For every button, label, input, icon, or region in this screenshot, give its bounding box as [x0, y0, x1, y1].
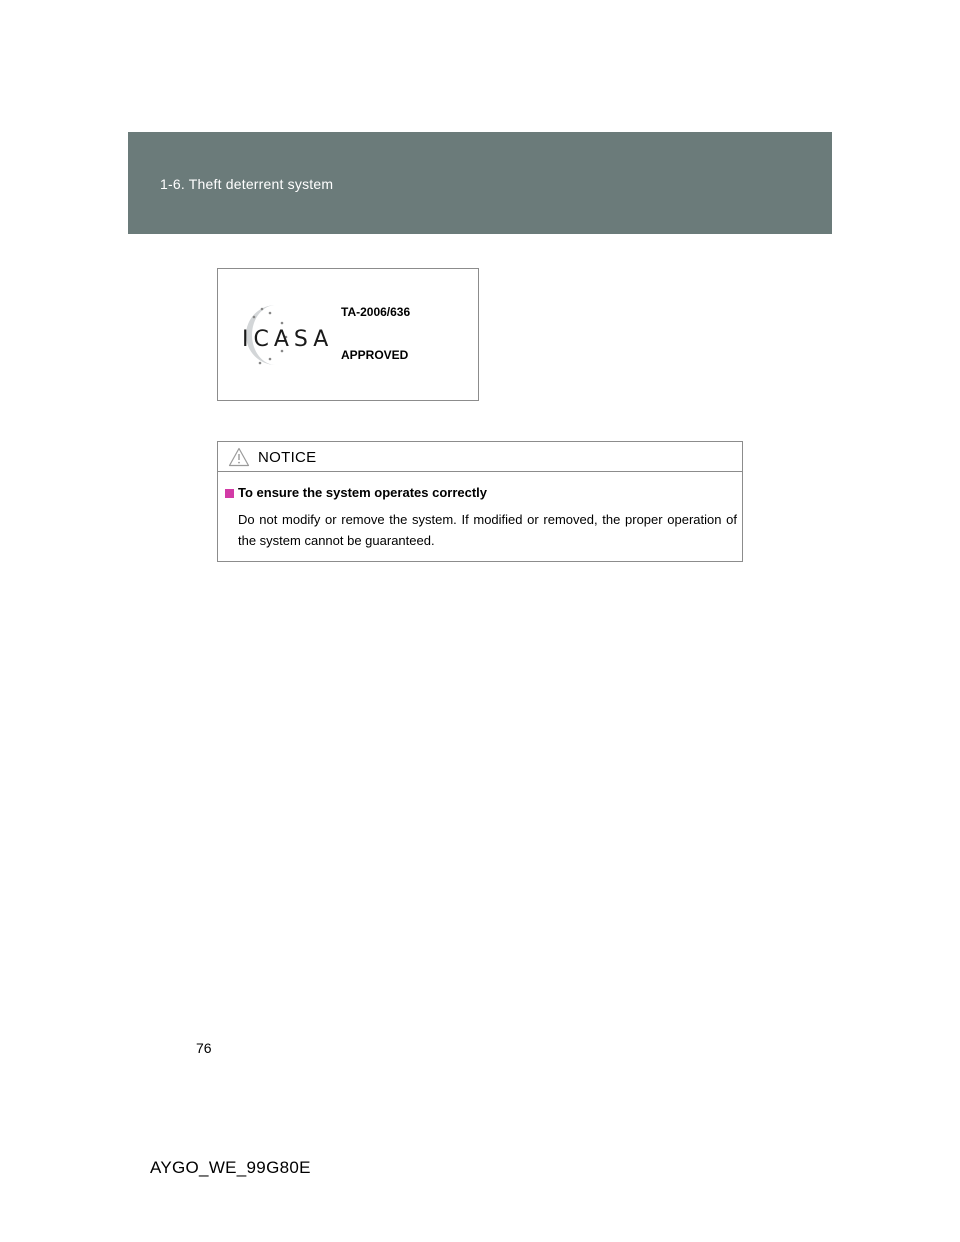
document-code: AYGO_WE_99G80E: [150, 1158, 311, 1177]
notice-header: [218, 442, 742, 472]
warning-triangle-icon: [228, 447, 250, 467]
section-title: 1-6. Theft deterrent system: [160, 176, 334, 192]
notice-subheading: To ensure the system operates correctly: [238, 485, 488, 500]
section-header-band: [128, 132, 832, 234]
notice-body-text: Do not modify or remove the system. If modified or removed, the proper operation of the system cannot be guaranteed.: [238, 512, 737, 548]
notice-box: [217, 441, 743, 562]
icasa-logo: [238, 299, 334, 371]
certification-box: [217, 268, 479, 401]
certification-number: TA-2006/636: [341, 305, 411, 319]
icasa-logo-wordmark: ICASA: [242, 327, 334, 352]
page-number: 76: [196, 1040, 212, 1056]
bullet-square-icon: [225, 489, 234, 498]
notice-title: NOTICE: [258, 449, 317, 466]
certification-status: APPROVED: [341, 348, 409, 362]
